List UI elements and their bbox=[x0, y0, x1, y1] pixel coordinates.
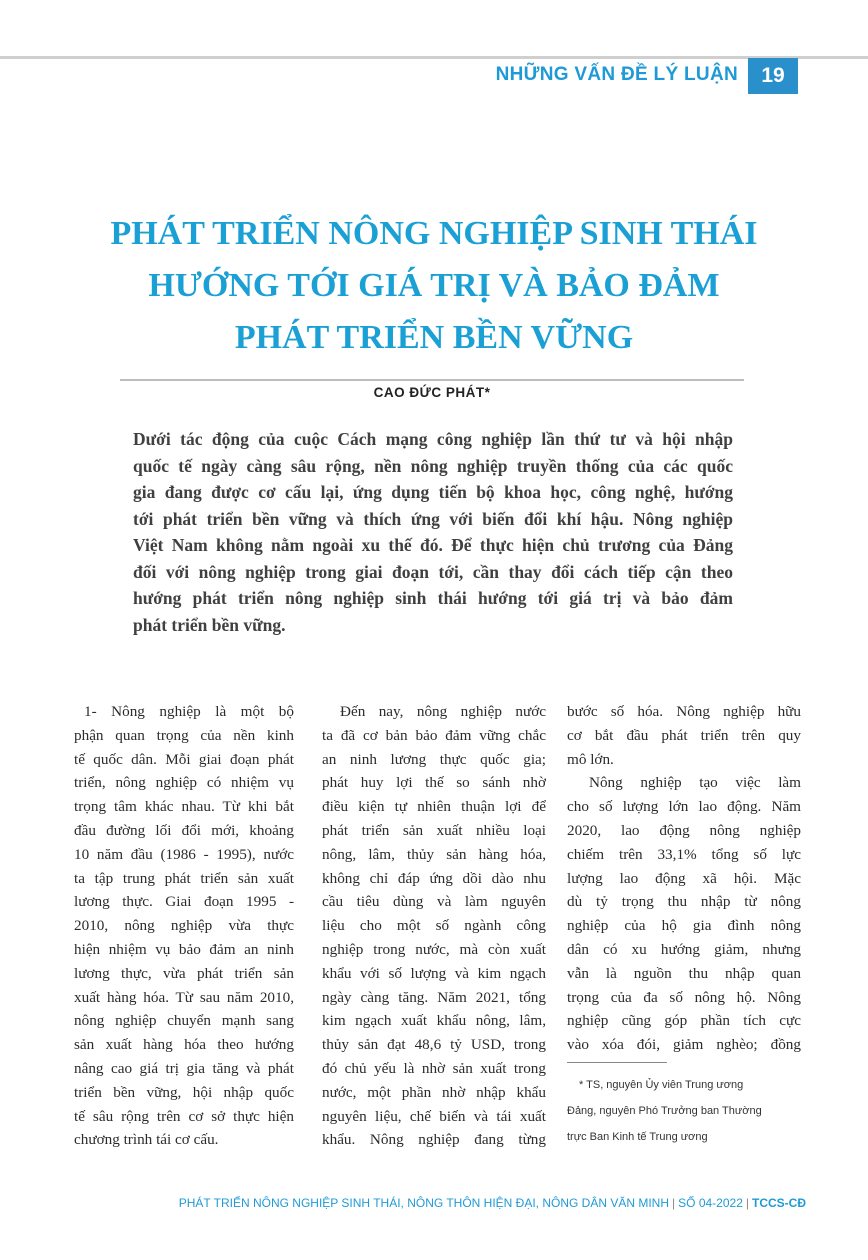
body-column-1 bbox=[74, 700, 294, 1152]
page-footer bbox=[150, 1196, 806, 1210]
abstract-line: Dưới tác động của cuộc Cách mạng công nghiệp lần thứ tư và hội nhập bbox=[133, 429, 733, 449]
abstract-line: quốc tế ngày càng sâu rộng, nền nông nghiệp truyền thống của các quốc bbox=[133, 455, 733, 476]
body-line: dù tỷ trọng thu nhập từ nông bbox=[567, 893, 801, 911]
body-line: khẩu với số lượng và kim ngạch bbox=[322, 964, 546, 982]
body-column-3 bbox=[567, 700, 801, 1057]
abstract-line: gia đang được cơ cấu lại, ứng dụng tiến bộ khoa học, công nghệ, hướng bbox=[133, 482, 733, 502]
footnote-line: trực Ban Kinh tế Trung ương bbox=[567, 1131, 708, 1143]
body-line: cơ bắt đầu phát triển trên quy bbox=[567, 726, 801, 744]
body-line: cầu tiêu dùng và làm nguyên bbox=[322, 893, 546, 911]
body-line: 10 năm đầu (1986 - 1995), nước bbox=[74, 845, 294, 863]
body-line: triển, nông nghiệp có nhiệm vụ bbox=[74, 774, 294, 792]
body-line: hiện nhiệm vụ bảo đảm an ninh bbox=[74, 940, 294, 958]
body-line: phát huy lợi thế so sánh nhờ bbox=[322, 774, 546, 792]
body-line: 1- Nông nghiệp là một bộ bbox=[84, 703, 294, 720]
body-line: triển bền vững, hội nhập quốc bbox=[74, 1083, 294, 1101]
body-column-2 bbox=[322, 700, 546, 1152]
body-line: bước số hóa. Nông nghiệp hữu bbox=[567, 703, 801, 720]
abstract-line: tới phát triển bền vững và thích ứng với biến đổi khí hậu. Nông nghiệp bbox=[133, 508, 733, 529]
body-line: vẫn là nguồn thu nhập quan bbox=[567, 964, 801, 982]
body-line: nghiệp của hộ gia đình nông bbox=[567, 917, 801, 935]
body-line: đó chủ yếu là nhờ sản xuất trong bbox=[322, 1059, 546, 1077]
body-line: lượng lao động xã hội. Mặc bbox=[567, 869, 801, 887]
body-line: 2010, nông nghiệp vừa thực bbox=[74, 917, 294, 935]
body-line: trọng của đa số nông hộ. Nông bbox=[567, 988, 801, 1006]
body-line: thủy sản đạt 48,6 tỷ USD, trong bbox=[322, 1036, 546, 1054]
footer-separator: | bbox=[672, 1196, 676, 1210]
body-line: mô lớn. bbox=[567, 750, 614, 768]
body-line: kim ngạch xuất khẩu nông, lâm, bbox=[322, 1012, 546, 1030]
body-line: chiếm trên 33,1% tổng số lực bbox=[567, 845, 801, 863]
footnote bbox=[567, 1072, 807, 1150]
footnote-rule bbox=[567, 1062, 667, 1063]
body-line: Đến nay, nông nghiệp nước bbox=[340, 703, 546, 720]
body-line: cho số lượng lớn lao động. Năm bbox=[567, 798, 801, 816]
footer-journal: TCCS-CĐ bbox=[752, 1196, 806, 1210]
body-line: đầu đường lối đổi mới, khoảng bbox=[74, 821, 294, 839]
body-line: xuất hàng hóa. Từ sau năm 2010, bbox=[74, 988, 294, 1006]
abstract bbox=[133, 426, 733, 638]
body-line: tế quốc dân. Mỗi giai đoạn phát bbox=[74, 750, 294, 768]
page-number: 19 bbox=[748, 58, 798, 94]
footer-theme: PHÁT TRIỂN NÔNG NGHIỆP SINH THÁI, NÔNG THÔN HIỆN ĐẠI, NÔNG DÂN VĂN MINH bbox=[178, 1196, 670, 1210]
abstract-line: hướng phát triển nông nghiệp sinh thái hướng tới giá trị và bảo đảm bbox=[133, 588, 733, 608]
title-line: PHÁT TRIỂN NÔNG NGHIỆP SINH THÁI bbox=[110, 215, 758, 252]
body-line: nghiệp trong nước, mà còn xuất bbox=[322, 940, 546, 958]
body-line: nông, lâm, thủy sản hàng hóa, bbox=[322, 845, 546, 863]
body-line: dân có xu hướng giảm, nhưng bbox=[567, 940, 801, 958]
footnote-line: Đảng, nguyên Phó Trưởng ban Thường bbox=[567, 1105, 762, 1117]
abstract-line: phát triển bền vững. bbox=[133, 614, 286, 635]
title-line: HƯỚNG TỚI GIÁ TRỊ VÀ BẢO ĐẢM bbox=[148, 267, 720, 304]
abstract-line: Việt Nam không nằm ngoài xu thế đó. Để thực hiện chủ trương của Đảng bbox=[133, 535, 733, 555]
footnote-line: * TS, nguyên Ủy viên Trung ương bbox=[579, 1079, 744, 1091]
body-line: ngày càng tăng. Năm 2021, tổng bbox=[322, 988, 546, 1006]
body-line: Nông nghiệp tạo việc làm bbox=[589, 774, 801, 792]
body-line: nâng cao giá trị gia tăng và phát bbox=[74, 1059, 294, 1077]
body-line: vào xóa đói, giảm nghèo; đồng bbox=[567, 1036, 801, 1054]
body-line: nguyên liệu, chế biến và tái xuất bbox=[322, 1107, 546, 1125]
author-rule bbox=[120, 379, 744, 381]
body-line: an ninh lương thực quốc gia; bbox=[322, 750, 546, 768]
body-line: nước, một phần nhờ nhập khẩu bbox=[322, 1083, 546, 1101]
body-line: khẩu. Nông nghiệp đang từng bbox=[322, 1131, 546, 1149]
body-line: phát triển sản xuất nhiều loại bbox=[322, 821, 546, 839]
title-line: PHÁT TRIỂN BỀN VỮNG bbox=[234, 319, 634, 356]
author-name: CAO ĐỨC PHÁT* bbox=[373, 385, 491, 400]
section-label: NHỮNG VẤN ĐỀ LÝ LUẬN bbox=[495, 64, 738, 85]
body-line: sản xuất hàng hóa theo hướng bbox=[74, 1036, 294, 1054]
body-line: nông nghiệp chuyển mạnh sang bbox=[74, 1012, 294, 1030]
body-line: ta đã cơ bản bảo đảm vững chắc bbox=[322, 726, 546, 744]
body-line: chương trình tái cơ cấu. bbox=[74, 1131, 219, 1149]
body-line: 2020, lao động nông nghiệp bbox=[567, 821, 801, 839]
body-line: trọng tâm khác nhau. Từ khi bắt bbox=[74, 798, 294, 816]
body-line: lương thực, vừa phát triển sản bbox=[74, 964, 294, 982]
abstract-line: đối với nông nghiệp trong giai đoạn tới, cần thay đổi cách tiếp cận theo bbox=[133, 561, 733, 582]
body-line: ta tập trung phát triển sản xuất bbox=[74, 869, 294, 887]
body-line: nghiệp cũng góp phần tích cực bbox=[567, 1012, 801, 1030]
body-line: lương thực. Giai đoạn 1995 - bbox=[74, 893, 294, 911]
body-line: không chỉ đáp ứng dồi dào nhu bbox=[322, 869, 546, 887]
body-line: liệu cho một số ngành công bbox=[322, 917, 546, 935]
footer-separator: | bbox=[745, 1196, 749, 1210]
footer-issue: SỐ 04-2022 bbox=[678, 1196, 743, 1210]
article-title bbox=[60, 208, 808, 364]
body-line: phận quan trọng của nền kinh bbox=[74, 726, 294, 744]
body-line: tế sâu rộng trên cơ sở thực hiện bbox=[74, 1107, 294, 1125]
body-line: điều kiện tự nhiên thuận lợi để bbox=[322, 798, 546, 816]
header-rule bbox=[0, 56, 868, 59]
